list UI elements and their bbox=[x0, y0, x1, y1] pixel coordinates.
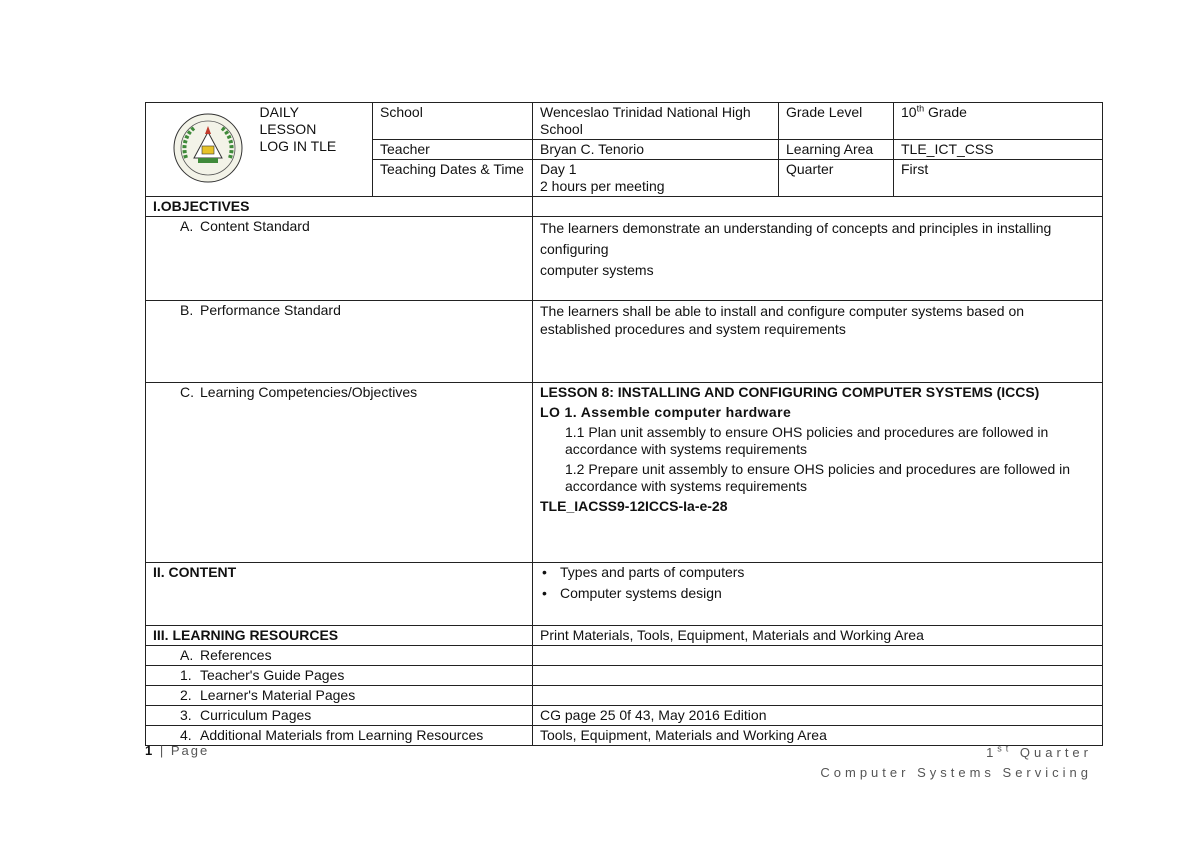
resource-label: References bbox=[200, 647, 272, 663]
quarter-value: First bbox=[894, 160, 1103, 197]
dates-day: Day 1 bbox=[540, 161, 577, 177]
objectives-heading-row bbox=[146, 197, 1103, 217]
footer-quarter-text: Quarter bbox=[1012, 745, 1092, 760]
performance-standard-value: The learners shall be able to install and configure computer systems based on established procedures and system requirements bbox=[533, 301, 1103, 383]
resources-heading: III. LEARNING RESOURCES bbox=[146, 626, 533, 646]
resource-label: Additional Materials from Learning Resources bbox=[200, 727, 484, 743]
resource-value bbox=[533, 686, 1103, 706]
resource-row bbox=[146, 706, 1103, 726]
lesson-title: LESSON 8: INSTALLING AND CONFIGURING COMPUTER SYSTEMS (ICCS) bbox=[540, 384, 1040, 400]
footer-quarter bbox=[820, 743, 1092, 763]
resource-value bbox=[533, 646, 1103, 666]
performance-standard-letter: B. bbox=[180, 302, 194, 318]
title-line-2: LESSON bbox=[259, 121, 317, 137]
dates-hours: 2 hours per meeting bbox=[540, 178, 665, 194]
dates-label: Teaching Dates & Time bbox=[373, 160, 533, 197]
content-heading: II. CONTENT bbox=[146, 563, 533, 626]
log-title bbox=[256, 103, 373, 197]
grade-sup: th bbox=[916, 103, 925, 114]
performance-standard-label bbox=[146, 301, 533, 383]
resource-value bbox=[533, 666, 1103, 686]
resource-row bbox=[146, 686, 1103, 706]
resources-heading-row bbox=[146, 626, 1103, 646]
competency-item-2: 1.2 Prepare unit assembly to ensure OHS policies and procedures are followed in accordance with systems requirements bbox=[565, 461, 1071, 494]
area-value: TLE_ICT_CSS bbox=[894, 140, 1103, 160]
grade-number: 10 bbox=[901, 104, 917, 120]
page-label: | Page bbox=[159, 743, 210, 758]
title-line-1: DAILY bbox=[259, 104, 299, 120]
daily-lesson-log-table bbox=[145, 102, 1103, 746]
content-bullet-list bbox=[540, 564, 1095, 602]
objectives-heading: I.OBJECTIVES bbox=[146, 197, 533, 217]
competencies-letter: C. bbox=[180, 384, 194, 400]
content-standard-value bbox=[533, 217, 1103, 301]
grade-value bbox=[894, 103, 1103, 140]
page-footer-course bbox=[820, 743, 1092, 783]
resource-num: 4. bbox=[180, 727, 192, 743]
content-standard-text-label: Content Standard bbox=[200, 218, 310, 234]
quarter-label: Quarter bbox=[779, 160, 894, 197]
content-standard-letter: A. bbox=[180, 218, 194, 234]
content-list-cell bbox=[533, 563, 1103, 626]
school-value: Wenceslao Trinidad National High School bbox=[533, 103, 779, 140]
resource-num: 3. bbox=[180, 707, 192, 723]
resource-value: CG page 25 0f 43, May 2016 Edition bbox=[533, 706, 1103, 726]
resource-label: Curriculum Pages bbox=[200, 707, 312, 723]
teacher-value: Bryan C. Tenorio bbox=[533, 140, 779, 160]
competencies-row bbox=[146, 383, 1103, 563]
resource-row bbox=[146, 666, 1103, 686]
competencies-value bbox=[533, 383, 1103, 563]
competencies-label bbox=[146, 383, 533, 563]
dates-value bbox=[533, 160, 779, 197]
performance-standard-row bbox=[146, 301, 1103, 383]
resource-row bbox=[146, 646, 1103, 666]
content-row bbox=[146, 563, 1103, 626]
footer-quarter-num: 1 bbox=[986, 745, 998, 760]
content-standard-text-1: The learners demonstrate an understanding of concepts and principles in installing configuring bbox=[540, 220, 1052, 257]
footer-course-name: Computer Systems Servicing bbox=[820, 765, 1092, 780]
resources-heading-value: Print Materials, Tools, Equipment, Materials and Working Area bbox=[533, 626, 1103, 646]
competency-code: TLE_IACSS9-12ICCS-Ia-e-28 bbox=[540, 498, 728, 514]
competencies-text-label: Learning Competencies/Objectives bbox=[200, 384, 418, 400]
footer-quarter-sup: st bbox=[997, 743, 1013, 754]
grade-suffix: Grade bbox=[924, 104, 967, 120]
area-label: Learning Area bbox=[779, 140, 894, 160]
content-bullet-1: • Types and parts of computers bbox=[560, 564, 1095, 581]
grade-label: Grade Level bbox=[779, 103, 894, 140]
logo-cell bbox=[146, 103, 256, 197]
resource-label: Learner's Material Pages bbox=[200, 687, 356, 703]
content-standard-row bbox=[146, 217, 1103, 301]
performance-standard-text-label: Performance Standard bbox=[200, 302, 341, 318]
learning-outcome: LO 1. Assemble computer hardware bbox=[540, 404, 792, 420]
header-row-school bbox=[146, 103, 1103, 140]
content-bullet-2: • Computer systems design bbox=[560, 585, 1095, 602]
content-standard-label bbox=[146, 217, 533, 301]
resource-value: Tools, Equipment, Materials and Working Area bbox=[533, 726, 1103, 746]
resource-num: 2. bbox=[180, 687, 192, 703]
resource-num: 1. bbox=[180, 667, 192, 683]
resource-num: A. bbox=[180, 647, 194, 663]
content-standard-text-2: computer systems bbox=[540, 262, 654, 278]
page-number: 1 bbox=[145, 743, 155, 758]
school-label: School bbox=[373, 103, 533, 140]
competency-item-1: 1.1 Plan unit assembly to ensure OHS policies and procedures are followed in accordance with systems requirements bbox=[565, 424, 1049, 457]
page-footer-number bbox=[145, 743, 209, 758]
teacher-label: Teacher bbox=[373, 140, 533, 160]
resource-label: Teacher's Guide Pages bbox=[200, 667, 345, 683]
title-line-3: LOG IN TLE bbox=[259, 138, 337, 154]
